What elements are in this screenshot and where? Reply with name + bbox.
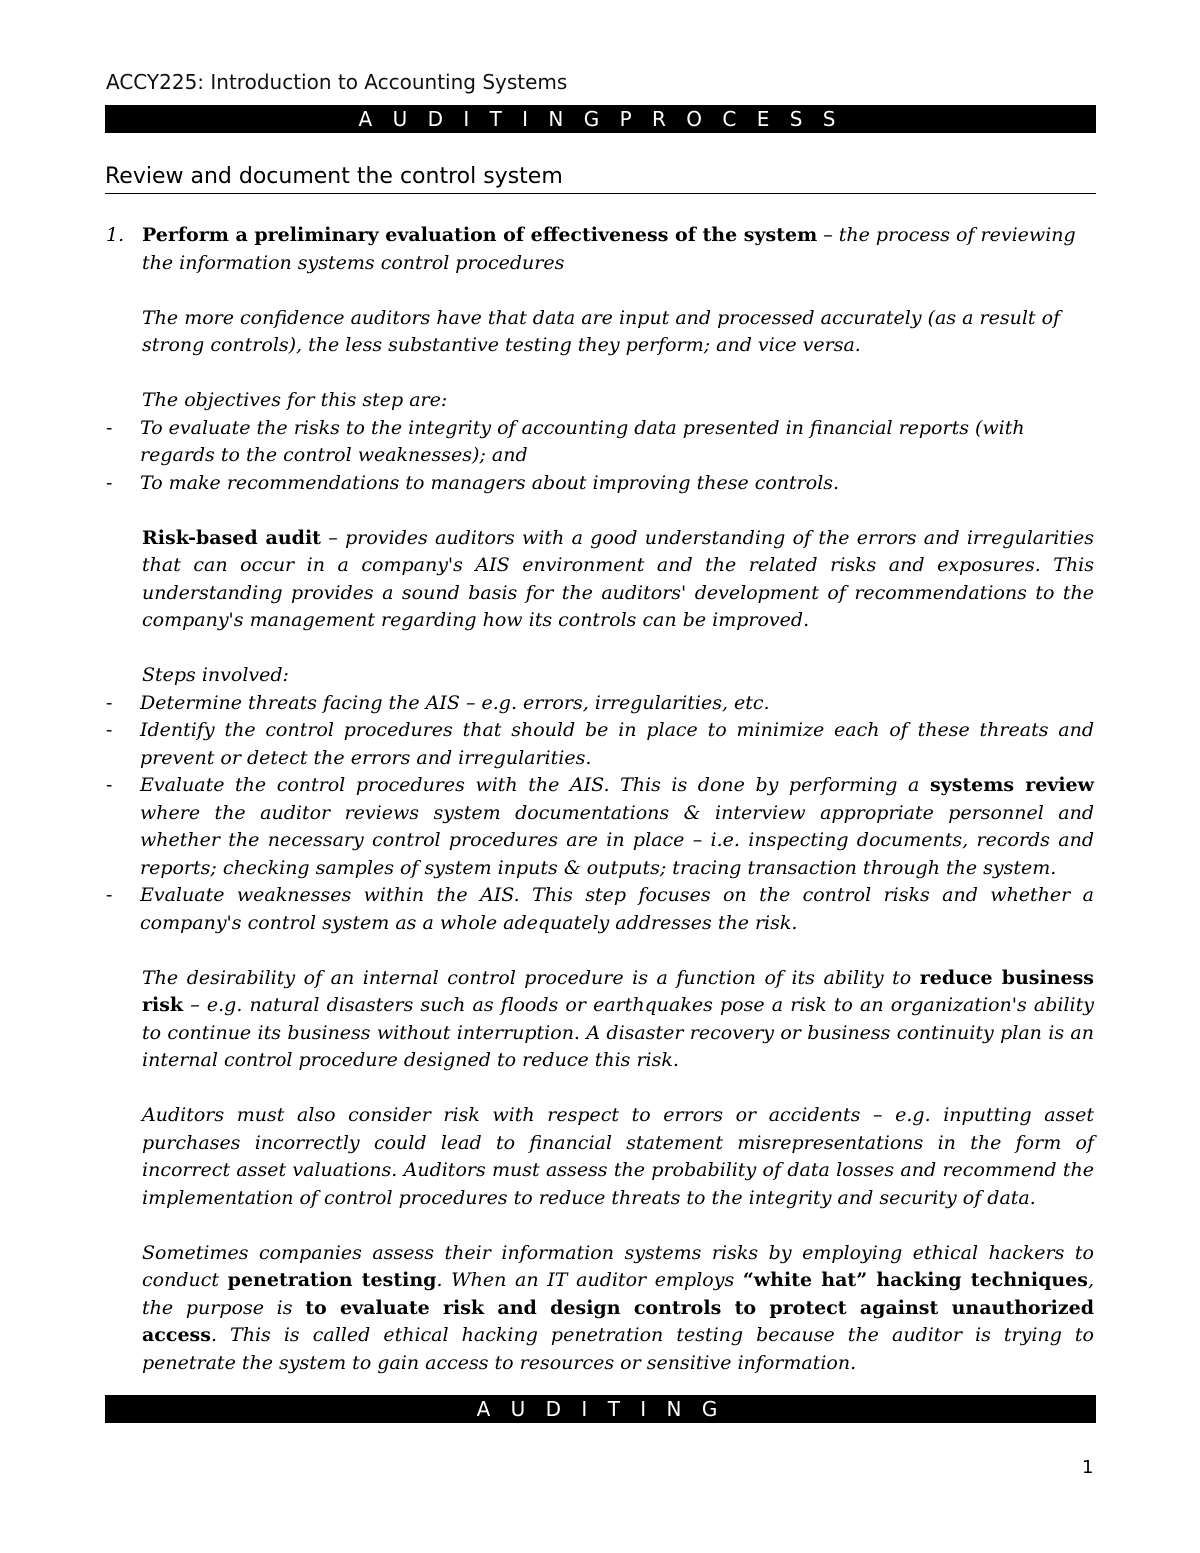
errors-paragraph: Auditors must also consider risk with respect to errors or accidents – e.g. inputting asset purchases incorrectly could lead to financial statement misrepresentations in the form of incorrect asset valuations. Auditors must assess the probability of data losses and recommend the implementation of control procedures to reduce threats to the integrity and security of data. [142, 1104, 1094, 1209]
risk-based-audit-term: Risk-based audit [142, 526, 321, 549]
desirability-paragraph: The desirability of an internal control procedure is a function of its ability to reduce business risk – e.g. natural disasters such as floods or earthquakes pose a risk to an organization's ability to continue its business without interruption. A disaster recovery or business continuity plan is an internal control procedure designed to reduce this risk. [142, 966, 1094, 1071]
item-heading: Perform a preliminary evaluation of effectiveness of the system [142, 224, 818, 246]
main-content [106, 222, 1094, 1377]
auditing-process-banner: A U D I T I N G P R O C E S S [105, 105, 1096, 133]
dash-marker: - [106, 884, 113, 906]
dash-marker: - [106, 416, 113, 439]
objective-item: - To evaluate the risks to the integrity of accounting data presented in financial reports (with regards to the control weaknesses); and [106, 415, 1094, 470]
reduce-business-risk-term: reduce business risk [142, 966, 1094, 1016]
step-item: - Identify the control procedures that should be in place to minimize each of these threats and prevent or detect the errors and irregularities. [106, 717, 1094, 772]
step-item: - Evaluate weaknesses within the AIS. This step focuses on the control risks and whether a company's control system as a whole adequately addresses the risk. [106, 882, 1094, 937]
numbered-item-1 [106, 222, 1094, 277]
step-item: - Determine threats facing the AIS – e.g. errors, irregularities, etc. [106, 690, 1094, 718]
white-hat-term: “white hat” hacking techniques [742, 1269, 1088, 1291]
confidence-paragraph: The more confidence auditors have that data are input and processed accurately (as a result of strong controls), the less substantive testing they perform; and vice versa. [142, 306, 1061, 356]
item-definition: – the process of reviewing the information systems control procedures [142, 224, 1076, 274]
dash-marker: - [106, 774, 113, 796]
objective-item: - To make recommendations to managers about improving these controls. [106, 470, 1094, 498]
section-title: Review and document the control system [105, 164, 1096, 194]
penetration-testing-paragraph: Sometimes companies assess their information systems risks by employing ethical hackers to conduct penetration testing. When an IT auditor employs “white hat” hacking techniques, the purpose is to evaluate risk and design controls to protect against unauthorized access. This is called ethical hacking penetration testing because the auditor is trying to penetrate the system to gain access to resources or sensitive information. [142, 1241, 1095, 1374]
course-header: ACCY225: Introduction to Accounting Systems [106, 70, 568, 94]
steps-intro: Steps involved: [142, 664, 289, 686]
objectives-intro: The objectives for this step are: [142, 389, 448, 411]
auditing-banner: A U D I T I N G [105, 1395, 1096, 1423]
page-number: 1 [1082, 1457, 1094, 1478]
item-heading-paragraph [142, 222, 1094, 277]
risk-based-audit-paragraph: Risk-based audit – provides auditors with a good understanding of the errors and irregularities that can occur in a company's AIS environment and the related risks and exposures. This understanding provides a sound basis for the auditors' development of recommendations to the company's management regarding how its controls can be improved. [142, 526, 1094, 631]
dash-marker: - [106, 719, 113, 741]
item-body [142, 222, 1094, 277]
step-item: - Evaluate the control procedures with the AIS. This is done by performing a systems review where the auditor reviews system documentations & interview appropriate personnel and whether the necessary control procedures are in place – i.e. inspecting documents, records and reports; checking samples of system inputs & outputs; tracing transaction through the system. [106, 772, 1094, 882]
purpose-term: to evaluate risk and design controls to protect against unauthorized access [142, 1296, 1094, 1346]
penetration-testing-term: penetration testing [227, 1269, 437, 1291]
systems-review-term: systems review [929, 774, 1095, 796]
item-number: 1. [106, 224, 125, 246]
dash-marker: - [106, 691, 113, 714]
dash-marker: - [106, 471, 113, 494]
